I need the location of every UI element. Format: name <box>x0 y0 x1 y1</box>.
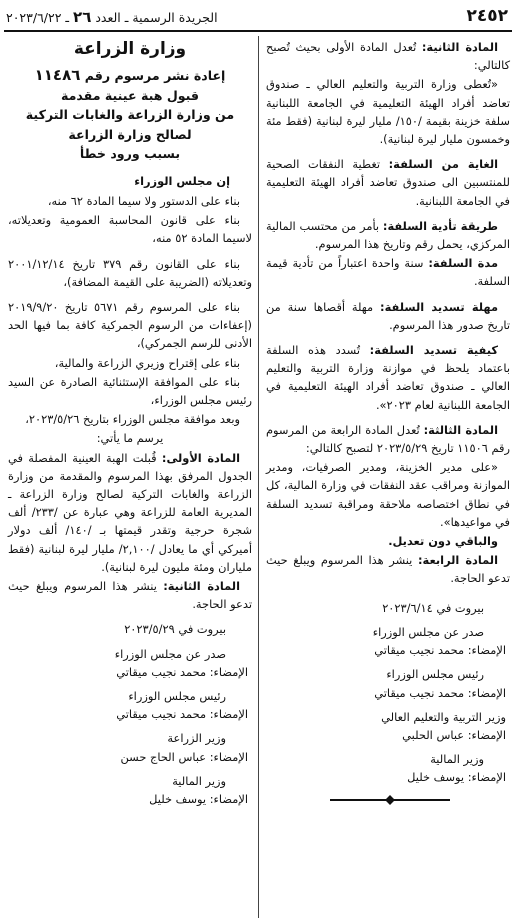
issue-number: ٢٦ <box>73 8 92 26</box>
signature-pm-left-2: الإمضاء: محمد نجيب ميقاتي <box>116 707 248 722</box>
signature-pm: الإمضاء: محمد نجيب ميقاتي <box>374 643 506 658</box>
issued-by: صدر عن مجلس الوزراء <box>372 624 484 639</box>
issue-date: ـ ٢٠٢٣/٦/٢٢ <box>6 10 70 25</box>
gazette-header <box>6 8 218 26</box>
article-2-text: المادة الثانية: تُعدل المادة الأولى بحيث تُصبح كالتالي: <box>266 40 510 73</box>
pm-title: رئيس مجلس الوزراء <box>386 667 484 682</box>
basis-6: بناء على الموافقة الإستثنائية الصادرة عن السيد رئيس مجلس الوزراء، <box>8 374 252 407</box>
signature-education: الإمضاء: عباس الحلبي <box>402 727 506 742</box>
basis-2: بناء على قانون المحاسبة العمومية وتعديلاته، لاسيما المادة ٥٢ منه، <box>8 213 252 246</box>
basis-3: بناء على القانون رقم ٣٧٩ تاريخ ٢٠٠١/١٢/١٤ وتعديلاته (الضريبة على القيمة المضافة)، <box>8 256 252 289</box>
payment-clause: طريقة تأدية السلفة: بأمر من محتسب المالية المركزي، يحمل رقم وتاريخ هذا المرسوم. <box>266 218 510 252</box>
remaining-unchanged: والباقي دون تعديل. <box>388 534 498 549</box>
right-column <box>266 38 510 805</box>
basis-7: وبعد موافقة مجلس الوزراء بتاريخ ٢٠٢٣/٥/٢٦، <box>25 412 240 427</box>
diamond-ornament-icon <box>385 795 395 805</box>
column-divider <box>258 36 259 918</box>
duration-clause: مدة السلفة: سنة واحدة اعتباراً من تأدية قيمة السلفة. <box>266 256 510 289</box>
basis-5: بناء على إقتراح وزيري الزراعة والمالية، <box>54 355 240 370</box>
purpose-clause: الغاية من السلفة: تغطية النفقات الصحية للمنتسبين الى صندوق تعاضد أفراد الهيئة التعليمية في الجامعة اللبنانية. <box>266 157 510 208</box>
signature-pm-left: الإمضاء: محمد نجيب ميقاتي <box>116 664 248 679</box>
article-2-quote: «تُعطى وزارة التربية والتعليم العالي ـ صندوق تعاضد أفراد الهيئة التعليمية في الجامعة اللبنانية سلفة خزينة بقيمة /١٥٠/ مليار ليرة لبنانية (فقط مئة وخمسون مليار ليرة لبنانية). <box>266 77 510 147</box>
article-1-text: المادة الأولى: قُبلت الهبة العينية المفصلة في الجدول المرفق بهذا المرسوم والمقدمة من وزارة الزراعة والغابات التركية لصالح وزارة الزراعة ـ المديرية العامة للزراعة وهي عبارة عن /٢٣٣/ ألف شجرة حرجية وتقدر قيمتها بـ /١٤٠/ ألف دولار أميركي أي ما يعادل /٢,١٠٠/ مليار ليرة لبنانية (فقط ملياران ومئة مليون ليرة لبنانية). <box>8 450 252 574</box>
place-date-left: بيروت في ٢٠٢٣/٥/٢٩ <box>124 622 226 637</box>
decree-number: ١١٤٨٦ <box>34 66 81 85</box>
signature-finance-left: الإمضاء: يوسف خليل <box>149 792 248 806</box>
page-header <box>0 0 516 32</box>
pm-title-left: رئيس مجلس الوزراء <box>128 688 226 703</box>
header-rule <box>4 30 512 32</box>
signature-finance: الإمضاء: يوسف خليل <box>407 770 506 785</box>
decree-title: إعادة نشر مرسوم رقم ١١٤٨٦ قبول هبة عينية مقدمة من وزارة الزراعة والغابات التركية لصالح وزارة الزراعة بسبب ورود خطأ <box>25 66 235 162</box>
ministry-title: وزارة الزراعة <box>73 39 187 59</box>
agriculture-minister-title: وزير الزراعة <box>167 731 226 746</box>
left-column <box>8 38 252 808</box>
basis-4: بناء على المرسوم رقم ٥٦٧١ تاريخ ٢٠١٩/٩/٢٠ (إعفاءات من الرسوم الجمركية كافة بما فيها الحد الأدنى للرسم الجمركي)، <box>8 299 252 351</box>
article-4-text: المادة الرابعة: ينشر هذا المرسوم ويبلغ حيث تدعو الحاجة. <box>266 553 510 586</box>
page-number: ٢٤٥٢ <box>466 6 508 26</box>
end-ornament <box>330 795 450 805</box>
education-minister-title: وزير التربية والتعليم العالي <box>381 709 506 724</box>
finance-minister-title: وزير المالية <box>430 752 484 767</box>
decrees-heading: يرسم ما يأتي: <box>96 431 164 446</box>
issued-by-left: صدر عن مجلس الوزراء <box>114 646 226 661</box>
deadline-clause: مهلة تسديد السلفة: مهلة أقصاها سنة من تاريخ صدور هذا المرسوم. <box>266 299 510 332</box>
gazette-name: الجريدة الرسمية ـ العدد <box>95 10 218 25</box>
basis-1: بناء على الدستور ولا سيما المادة ٦٢ منه، <box>47 193 240 208</box>
method-clause: كيفية تسديد السلفة: تُسدد هذه السلفة باعتماد يلحظ في موازنة وزارة التربية والتعليم العالي ـ صندوق تعاضد أفراد الهيئة التعليمية في الجامعة اللبنانية لعام ٢٠٢٣». <box>266 343 510 412</box>
signature-pm-2: الإمضاء: محمد نجيب ميقاتي <box>374 685 506 700</box>
place-date: بيروت في ٢٠٢٣/٦/١٤ <box>382 600 484 615</box>
council-heading: إن مجلس الوزراء <box>134 173 230 188</box>
article-3-quote: «على مدير الخزينة، ومدير الصرفيات، ومدير الموازنة ومراقب عقد النفقات في وزارة المالية، كل في نطاق اختصاصه ملاحقة ومراقبة تسديد السلفة في مواعيدها». <box>266 460 510 529</box>
signature-agriculture: الإمضاء: عباس الحاج حسن <box>120 749 248 764</box>
article-2-text-left: المادة الثانية: ينشر هذا المرسوم ويبلغ حيث تدعو الحاجة. <box>8 578 252 612</box>
article-3-text: المادة الثالثة: تُعدل المادة الرابعة من المرسوم رقم ١١٥٠٦ تاريخ ٢٠٢٣/٥/٢٩ لتصبح كالتالي: <box>266 422 510 456</box>
finance-minister-title-left: وزير المالية <box>172 773 226 788</box>
